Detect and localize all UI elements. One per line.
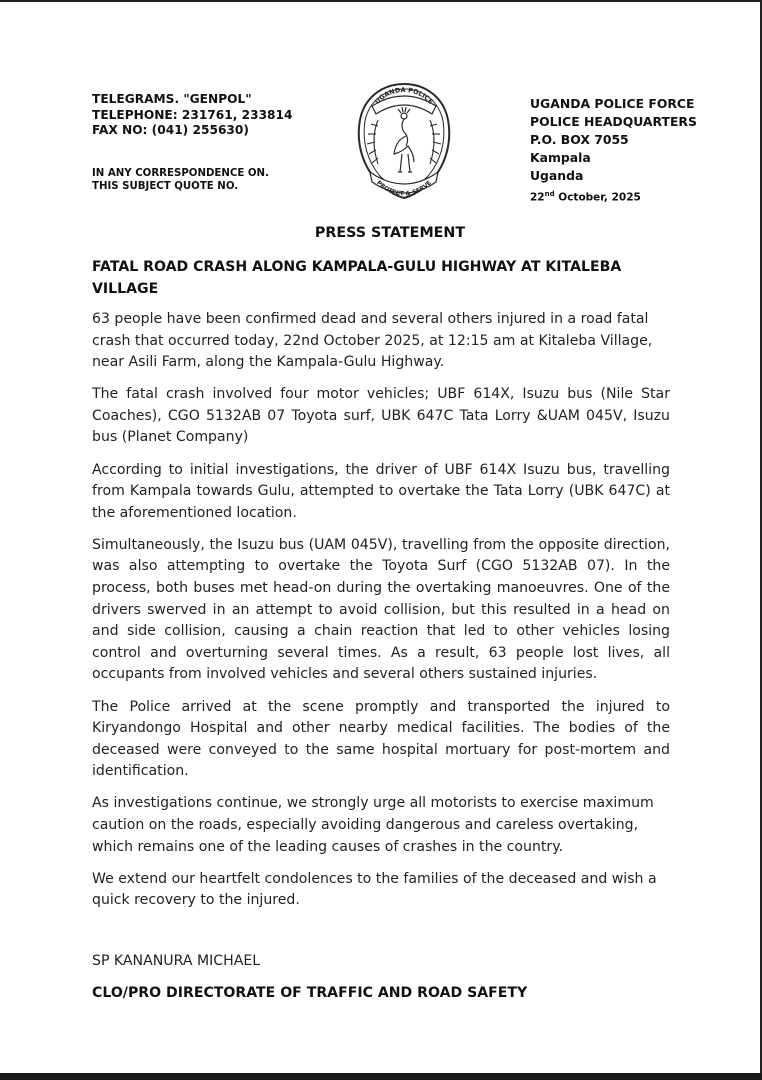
page-top-border: [0, 0, 762, 2]
page-bottom-border: [0, 1073, 762, 1080]
po-box-line: P.O. BOX 7055: [530, 132, 629, 147]
date-line: [530, 185, 697, 207]
statement-body: [92, 309, 670, 922]
statement-subject: FATAL ROAD CRASH ALONG KAMPALA-GULU HIGHWAY AT KITALEBA VILLAGE: [92, 259, 622, 297]
signatory-title: CLO/PRO DIRECTORATE OF TRAFFIC AND ROAD SAFETY: [92, 985, 528, 1001]
force-name: UGANDA POLICE FORCE: [530, 96, 695, 111]
crest-bottom-text: PROTECT & SERVE: [375, 179, 433, 198]
paragraph-3: According to initial investigations, the driver of UBF 614X Isuzu bus, travelling from Kampala towards Gulu, attempted to overtake the Tata Lorry (UBK 647C) at the aforementioned location.: [92, 461, 670, 521]
paragraph-2: The fatal crash involved four motor vehicles; UBF 614X, Isuzu bus (Nile Star Coaches), CGO 5132AB 07 Toyota surf, UBK 647C Tata Lorry &UAM 045V, Isuzu bus (Planet Company): [92, 386, 670, 446]
paragraph-4: Simultaneously, the Isuzu bus (UAM 045V), travelling from the opposite direction, was also attempting to overtake the Toyota Surf (CGO 5132AB 07). In the process, both buses met head-on during the overtaking manoeuvres. One of the drivers swerved in an attempt to avoid collision, but this resulted in a head on and side collision, causing a chain reaction that led to other vehicles losing control and overturning several times. As a result, 63 people lost lives, all occupants from involved vehicles and several others sustained injuries.: [92, 536, 670, 683]
fax-line: FAX NO: (041) 255630): [92, 123, 249, 137]
address-block: [530, 95, 697, 207]
correspondence-line-2: THIS SUBJECT QUOTE NO.: [92, 180, 239, 192]
paragraph-5: The Police arrived at the scene promptly and transported the injured to Kiryandongo Hospital and other nearby medical facilities. The bodies of the deceased were conveyed to the same hospital mortuary for post-mortem and identification.: [92, 698, 670, 780]
telegrams-line: TELEGRAMS. "GENPOL": [92, 92, 252, 106]
paragraph-1: 63 people have been confirmed dead and several others injured in a road fatal crash that occurred today, 22nd October 2025, at 12:15 am at Kitaleba Village, near Asili Farm, along the Kampala-Gulu Highway.: [92, 311, 653, 371]
crest-top-text: UGANDA POLICE: [373, 85, 435, 106]
headquarters-line: POLICE HEADQUARTERS: [530, 114, 697, 129]
date-rest: October, 2025: [554, 191, 641, 204]
paragraph-7: We extend our heartfelt condolences to the families of the deceased and wish a quick recovery to the injured.: [92, 870, 657, 909]
date-day: 22: [530, 191, 545, 204]
city-line: Kampala: [530, 150, 591, 165]
paragraph-6: As investigations continue, we strongly urge all motorists to exercise maximum caution on the roads, especially avoiding dangerous and careless overtaking, which remains one of the leading causes of crashes in the country.: [92, 795, 654, 855]
telephone-line: TELEPHONE: 231761, 233814: [92, 107, 293, 122]
date-suffix: nd: [544, 190, 555, 198]
signatory-name: SP KANANURA MICHAEL: [92, 953, 261, 969]
country-line: Uganda: [530, 168, 584, 183]
contact-block: [92, 92, 293, 139]
statement-title: PRESS STATEMENT: [314, 225, 466, 241]
correspondence-line-1: IN ANY CORRESPONDENCE ON.: [92, 168, 269, 179]
uganda-police-crest: [352, 80, 456, 200]
correspondence-note: [92, 168, 269, 193]
